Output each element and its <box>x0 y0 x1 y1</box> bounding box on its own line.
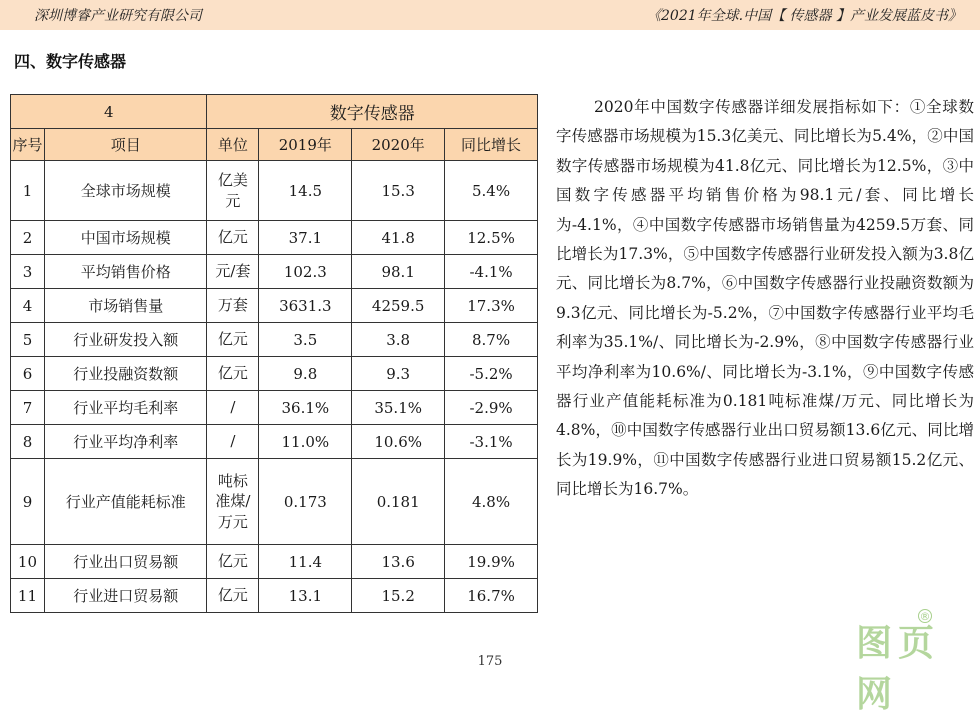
table-row <box>11 357 538 391</box>
value-2020-cell: 41.8 <box>352 221 445 255</box>
value-2019-cell: 13.1 <box>259 579 352 613</box>
header-company: 深圳博睿产业研究有限公司 <box>34 8 202 24</box>
column-header: 同比增长 <box>445 129 538 161</box>
yoy-growth-cell: -3.1% <box>445 425 538 459</box>
table-row <box>11 161 538 221</box>
table-title-row <box>11 95 538 129</box>
value-2020-cell: 9.3 <box>352 357 445 391</box>
table-row <box>11 459 538 545</box>
indicator-table <box>10 94 538 613</box>
watermark-logo: 图页网 <box>856 623 941 715</box>
row-number-cell: 10 <box>11 545 45 579</box>
value-2019-cell: 14.5 <box>259 161 352 221</box>
value-2020-cell: 98.1 <box>352 255 445 289</box>
category-name: 数字传感器 <box>207 95 538 129</box>
item-name-cell: 行业平均净利率 <box>44 425 207 459</box>
item-name-cell: 行业投融资数额 <box>44 357 207 391</box>
column-header: 2020年 <box>352 129 445 161</box>
item-name-cell: 全球市场规模 <box>44 161 207 221</box>
table-row <box>11 391 538 425</box>
table-row <box>11 289 538 323</box>
item-name-cell: 行业平均毛利率 <box>44 391 207 425</box>
value-2020-cell: 15.3 <box>352 161 445 221</box>
value-2020-cell: 35.1% <box>352 391 445 425</box>
unit-cell: / <box>207 425 259 459</box>
row-number-cell: 4 <box>11 289 45 323</box>
description-paragraph <box>556 93 974 505</box>
unit-cell: 吨标准煤/万元 <box>207 459 259 545</box>
row-number-cell: 1 <box>11 161 45 221</box>
section-title: 四、数字传感器 <box>14 52 127 71</box>
value-2020-cell: 4259.5 <box>352 289 445 323</box>
column-header: 项目 <box>44 129 207 161</box>
value-2019-cell: 3.5 <box>259 323 352 357</box>
yoy-growth-cell: 5.4% <box>445 161 538 221</box>
unit-cell: 亿元 <box>207 221 259 255</box>
table-row <box>11 425 538 459</box>
page-number: 175 <box>477 654 503 669</box>
item-name-cell: 行业进口贸易额 <box>44 579 207 613</box>
yoy-growth-cell: 19.9% <box>445 545 538 579</box>
value-2019-cell: 102.3 <box>259 255 352 289</box>
unit-cell: 元/套 <box>207 255 259 289</box>
yoy-growth-cell: -4.1% <box>445 255 538 289</box>
unit-cell: 亿元 <box>207 579 259 613</box>
unit-cell: / <box>207 391 259 425</box>
item-name-cell: 行业产值能耗标准 <box>44 459 207 545</box>
unit-cell: 万套 <box>207 289 259 323</box>
unit-cell: 亿元 <box>207 545 259 579</box>
value-2019-cell: 3631.3 <box>259 289 352 323</box>
item-name-cell: 行业出口贸易额 <box>44 545 207 579</box>
row-number-cell: 8 <box>11 425 45 459</box>
row-number-cell: 2 <box>11 221 45 255</box>
yoy-growth-cell: 17.3% <box>445 289 538 323</box>
description-text: 2020年中国数字传感器详细发展指标如下：①全球数字传感器市场规模为15.3亿美元、同比增长为5.4%，②中国数字传感器市场规模为41.8亿元、同比增长为12.5%，③中国数字传感器平均销售价格为98.1元/套、同比增长为-4.1%，④中国数字传感器市场销售量为4259.5万套、同比增长为17.3%，⑤中国数字传感器行业研发投入额为3.8亿元、同比增长为8.7%，⑥中国数字传感器行业投融资数额为9.3亿元、同比增长为-5.2%，⑦中国数字传感器行业平均毛利率为35.1%/、同比增长为-2.9%，⑧中国数字传感器行业平均净利率为10.6%/、同比增长为-3.1%，⑨中国数字传感器行业产值能耗标准为0.181吨标准煤/万元、同比增长为4.8%，⑩中国数字传感器行业出口贸易额13.6亿元、同比增长为19.9%，⑪中国数字传感器行业进口贸易额15.2亿元、同比增长为16.7%。 <box>556 98 974 499</box>
row-number-cell: 6 <box>11 357 45 391</box>
row-number-cell: 3 <box>11 255 45 289</box>
row-number-cell: 11 <box>11 579 45 613</box>
unit-cell: 亿元 <box>207 323 259 357</box>
table-row <box>11 579 538 613</box>
yoy-growth-cell: 4.8% <box>445 459 538 545</box>
header-report-title: 《2021年全球.中国【 传感器 】产业发展蓝皮书》 <box>647 8 962 24</box>
table-row <box>11 545 538 579</box>
row-number-cell: 7 <box>11 391 45 425</box>
item-name-cell: 平均销售价格 <box>44 255 207 289</box>
table-row <box>11 323 538 357</box>
value-2020-cell: 13.6 <box>352 545 445 579</box>
yoy-growth-cell: -5.2% <box>445 357 538 391</box>
unit-cell: 亿美元 <box>207 161 259 221</box>
item-name-cell: 中国市场规模 <box>44 221 207 255</box>
value-2019-cell: 9.8 <box>259 357 352 391</box>
table-row <box>11 255 538 289</box>
table-row <box>11 221 538 255</box>
value-2019-cell: 11.4 <box>259 545 352 579</box>
value-2019-cell: 37.1 <box>259 221 352 255</box>
value-2019-cell: 11.0% <box>259 425 352 459</box>
yoy-growth-cell: -2.9% <box>445 391 538 425</box>
value-2020-cell: 3.8 <box>352 323 445 357</box>
column-header: 单位 <box>207 129 259 161</box>
page-header <box>0 0 980 30</box>
row-number-cell: 9 <box>11 459 45 545</box>
item-name-cell: 市场销售量 <box>44 289 207 323</box>
value-2019-cell: 36.1% <box>259 391 352 425</box>
value-2020-cell: 0.181 <box>352 459 445 545</box>
category-number: 4 <box>11 95 207 129</box>
column-header: 2019年 <box>259 129 352 161</box>
column-header: 序号 <box>11 129 45 161</box>
registered-mark-icon: ® <box>919 609 931 623</box>
item-name-cell: 行业研发投入额 <box>44 323 207 357</box>
unit-cell: 亿元 <box>207 357 259 391</box>
yoy-growth-cell: 8.7% <box>445 323 538 357</box>
value-2020-cell: 10.6% <box>352 425 445 459</box>
yoy-growth-cell: 16.7% <box>445 579 538 613</box>
table-header-row <box>11 129 538 161</box>
value-2020-cell: 15.2 <box>352 579 445 613</box>
row-number-cell: 5 <box>11 323 45 357</box>
value-2019-cell: 0.173 <box>259 459 352 545</box>
yoy-growth-cell: 12.5% <box>445 221 538 255</box>
